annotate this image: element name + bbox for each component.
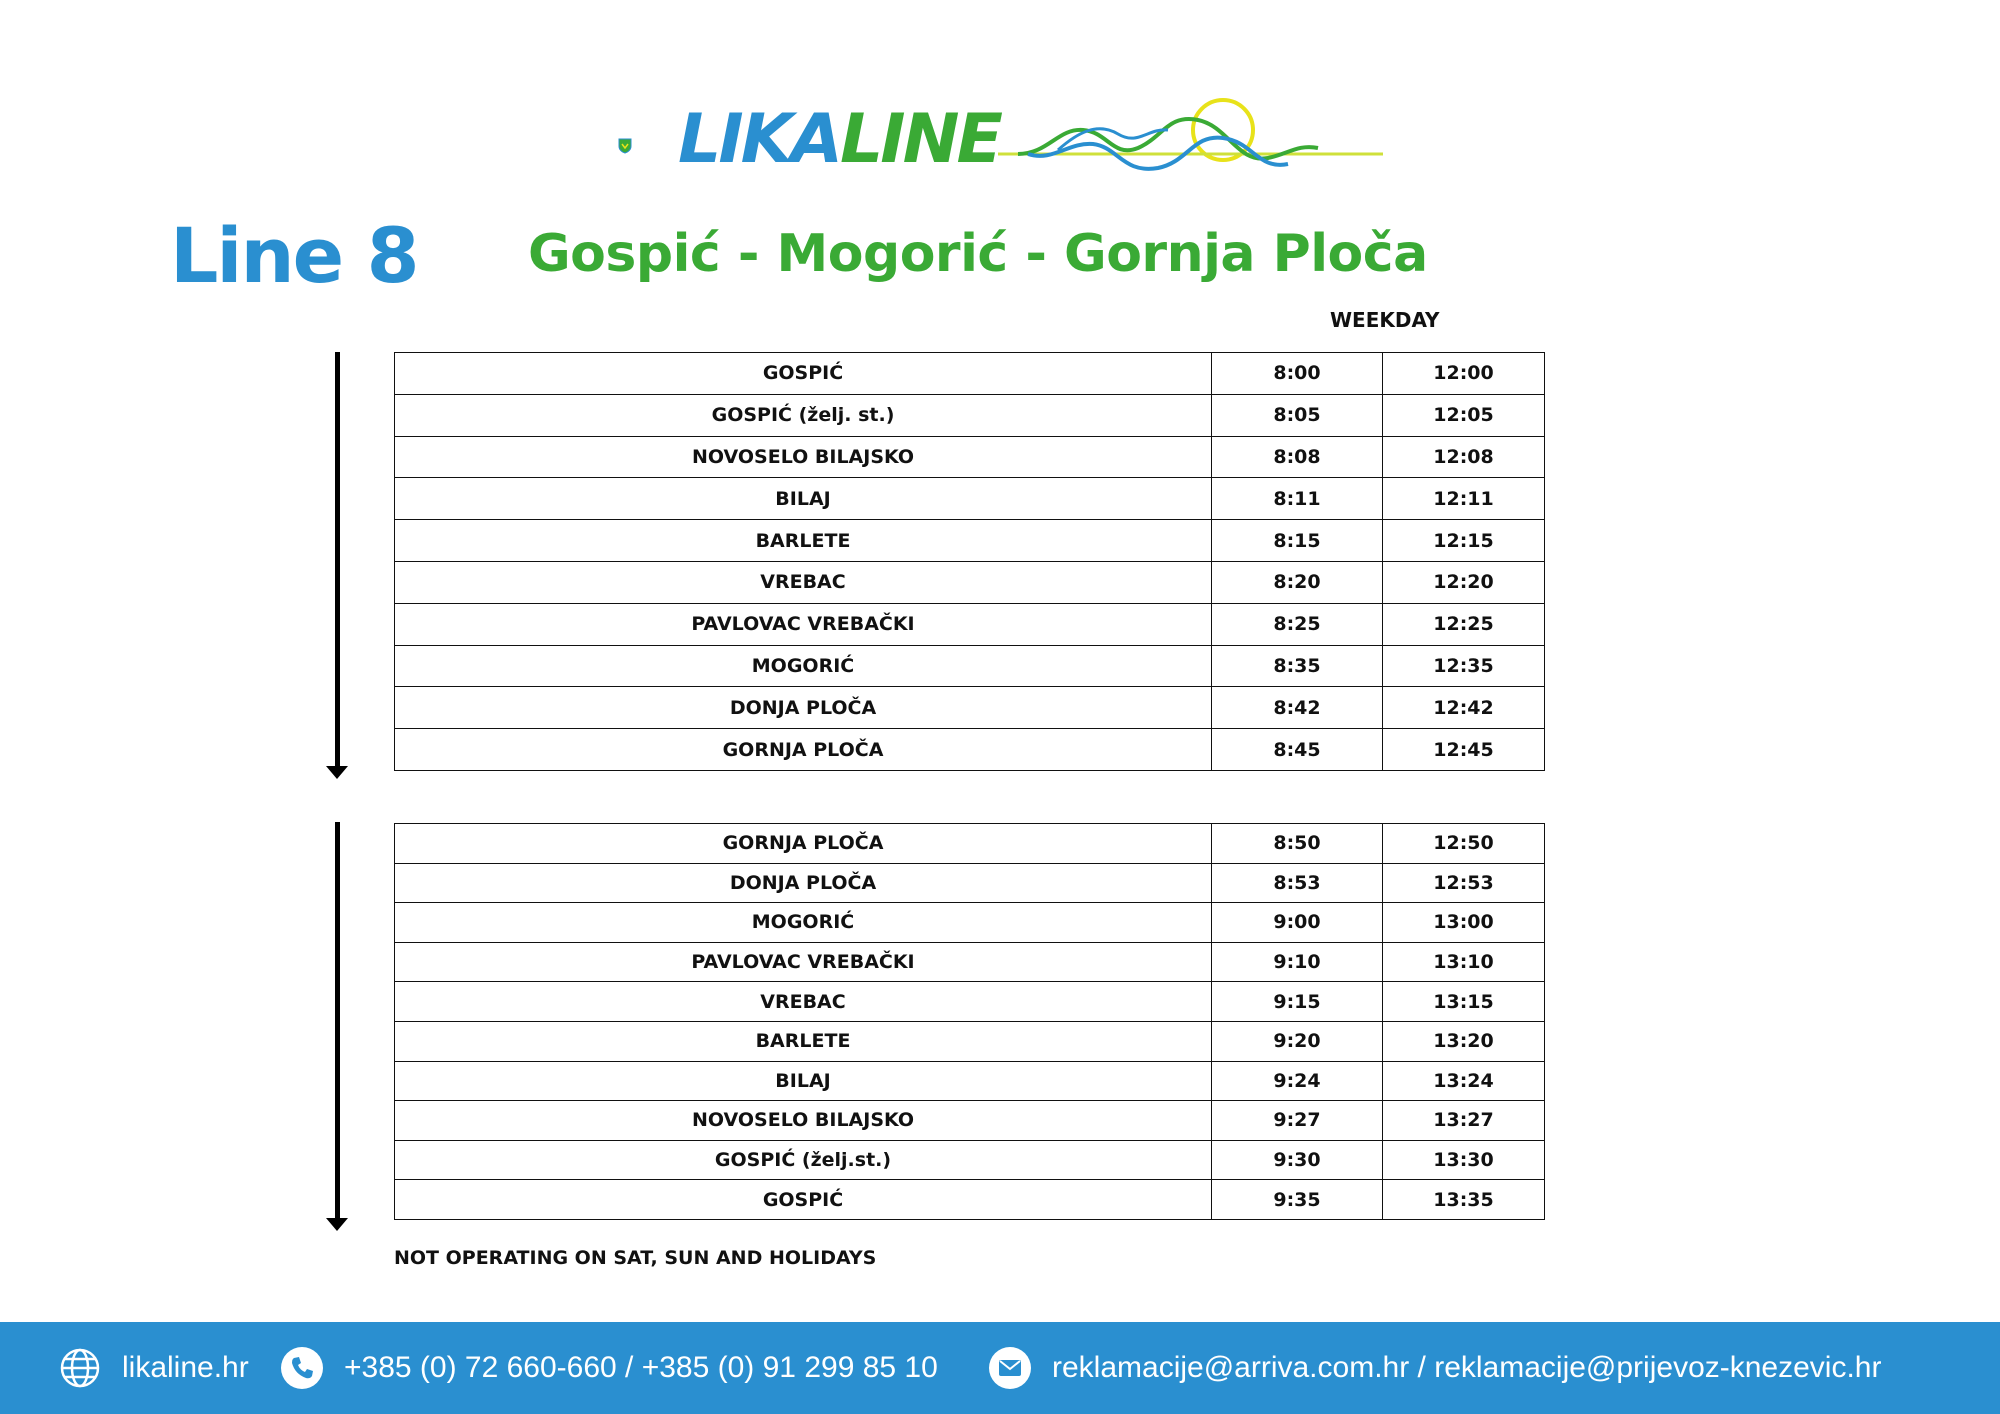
stop-name: GOSPIĆ (želj.st.) [395, 1140, 1212, 1180]
stop-name: BARLETE [395, 1021, 1212, 1061]
departure-time: 13:35 [1383, 1180, 1545, 1220]
outbound-timetable [394, 352, 1545, 771]
table-row [395, 436, 1545, 478]
direction-arrow-return [322, 822, 352, 1232]
departure-time: 8:08 [1212, 436, 1383, 478]
stop-name: GORNJA PLOČA [395, 824, 1212, 864]
stop-name: GORNJA PLOČA [395, 729, 1212, 771]
table-row [395, 1180, 1545, 1220]
departure-time: 12:05 [1383, 394, 1545, 436]
table-row [395, 353, 1545, 395]
stop-name: GOSPIĆ (želj. st.) [395, 394, 1212, 436]
likaline-logo [618, 92, 1388, 182]
departure-time: 12:25 [1383, 603, 1545, 645]
website-text: likaline.hr [122, 1351, 249, 1384]
table-row [395, 903, 1545, 943]
departure-time: 8:15 [1212, 520, 1383, 562]
stop-name: MOGORIĆ [395, 645, 1212, 687]
line-number: Line 8 [170, 211, 418, 300]
contact-footer [0, 1322, 2000, 1414]
departure-time: 13:27 [1383, 1101, 1545, 1141]
stop-name: BILAJ [395, 478, 1212, 520]
stop-name: VREBAC [395, 982, 1212, 1022]
county-crest-icon [618, 138, 632, 154]
departure-time: 9:00 [1212, 903, 1383, 943]
departure-time: 8:11 [1212, 478, 1383, 520]
stop-name: PAVLOVAC VREBAČKI [395, 603, 1212, 645]
table-row [395, 1101, 1545, 1141]
table-row [395, 603, 1545, 645]
departure-time: 8:53 [1212, 863, 1383, 903]
departure-time: 8:42 [1212, 687, 1383, 729]
mail-icon [988, 1346, 1032, 1390]
phone-text: +385 (0) 72 660-660 / +385 (0) 91 299 85 10 [344, 1351, 938, 1384]
table-row [395, 394, 1545, 436]
logo-wordmark: LIKALINE [678, 100, 1000, 179]
departure-time: 8:35 [1212, 645, 1383, 687]
table-row [395, 687, 1545, 729]
stop-name: GOSPIĆ [395, 1180, 1212, 1220]
departure-time: 12:50 [1383, 824, 1545, 864]
departure-time: 9:20 [1212, 1021, 1383, 1061]
stop-name: BARLETE [395, 520, 1212, 562]
phone-link[interactable] [280, 1322, 938, 1414]
departure-time: 8:45 [1212, 729, 1383, 771]
table-row [395, 942, 1545, 982]
departure-time: 12:35 [1383, 645, 1545, 687]
logo-landscape-icon [998, 92, 1388, 182]
departure-time: 12:15 [1383, 520, 1545, 562]
departure-time: 9:24 [1212, 1061, 1383, 1101]
departure-time: 8:05 [1212, 394, 1383, 436]
email-text: reklamacije@arriva.com.hr / reklamacije@prijevoz-knezevic.hr [1052, 1351, 1882, 1384]
stop-name: NOVOSELO BILAJSKO [395, 436, 1212, 478]
departure-time: 13:30 [1383, 1140, 1545, 1180]
website-link[interactable] [58, 1322, 249, 1414]
departure-time: 8:20 [1212, 561, 1383, 603]
departure-time: 13:24 [1383, 1061, 1545, 1101]
weekday-label: WEEKDAY [1330, 308, 1440, 332]
departure-time: 12:08 [1383, 436, 1545, 478]
departure-time: 9:15 [1212, 982, 1383, 1022]
departure-time: 12:53 [1383, 863, 1545, 903]
departure-time: 8:25 [1212, 603, 1383, 645]
table-row [395, 478, 1545, 520]
table-row [395, 982, 1545, 1022]
phone-icon [280, 1346, 324, 1390]
departure-time: 9:35 [1212, 1180, 1383, 1220]
departure-time: 13:10 [1383, 942, 1545, 982]
table-row [395, 863, 1545, 903]
stop-name: GOSPIĆ [395, 353, 1212, 395]
stop-name: PAVLOVAC VREBAČKI [395, 942, 1212, 982]
table-row [395, 645, 1545, 687]
departure-time: 12:42 [1383, 687, 1545, 729]
email-link[interactable] [988, 1322, 1881, 1414]
table-row [395, 1061, 1545, 1101]
stop-name: BILAJ [395, 1061, 1212, 1101]
stop-name: VREBAC [395, 561, 1212, 603]
table-row [395, 729, 1545, 771]
stop-name: MOGORIĆ [395, 903, 1212, 943]
departure-time: 12:45 [1383, 729, 1545, 771]
departure-time: 9:27 [1212, 1101, 1383, 1141]
table-row [395, 520, 1545, 562]
departure-time: 12:20 [1383, 561, 1545, 603]
globe-icon [58, 1346, 102, 1390]
departure-time: 8:50 [1212, 824, 1383, 864]
return-timetable [394, 823, 1545, 1220]
departure-time: 9:30 [1212, 1140, 1383, 1180]
departure-time: 13:20 [1383, 1021, 1545, 1061]
departure-time: 8:00 [1212, 353, 1383, 395]
departure-time: 12:11 [1383, 478, 1545, 520]
route-title: Gospić - Mogorić - Gornja Ploča [528, 224, 1428, 284]
departure-time: 13:15 [1383, 982, 1545, 1022]
service-notice: NOT OPERATING ON SAT, SUN AND HOLIDAYS [394, 1247, 877, 1269]
table-row [395, 1021, 1545, 1061]
table-row [395, 561, 1545, 603]
stop-name: NOVOSELO BILAJSKO [395, 1101, 1212, 1141]
stop-name: DONJA PLOČA [395, 863, 1212, 903]
stop-name: DONJA PLOČA [395, 687, 1212, 729]
table-row [395, 824, 1545, 864]
direction-arrow-outbound [322, 352, 352, 780]
departure-time: 9:10 [1212, 942, 1383, 982]
departure-time: 12:00 [1383, 353, 1545, 395]
table-row [395, 1140, 1545, 1180]
departure-time: 13:00 [1383, 903, 1545, 943]
